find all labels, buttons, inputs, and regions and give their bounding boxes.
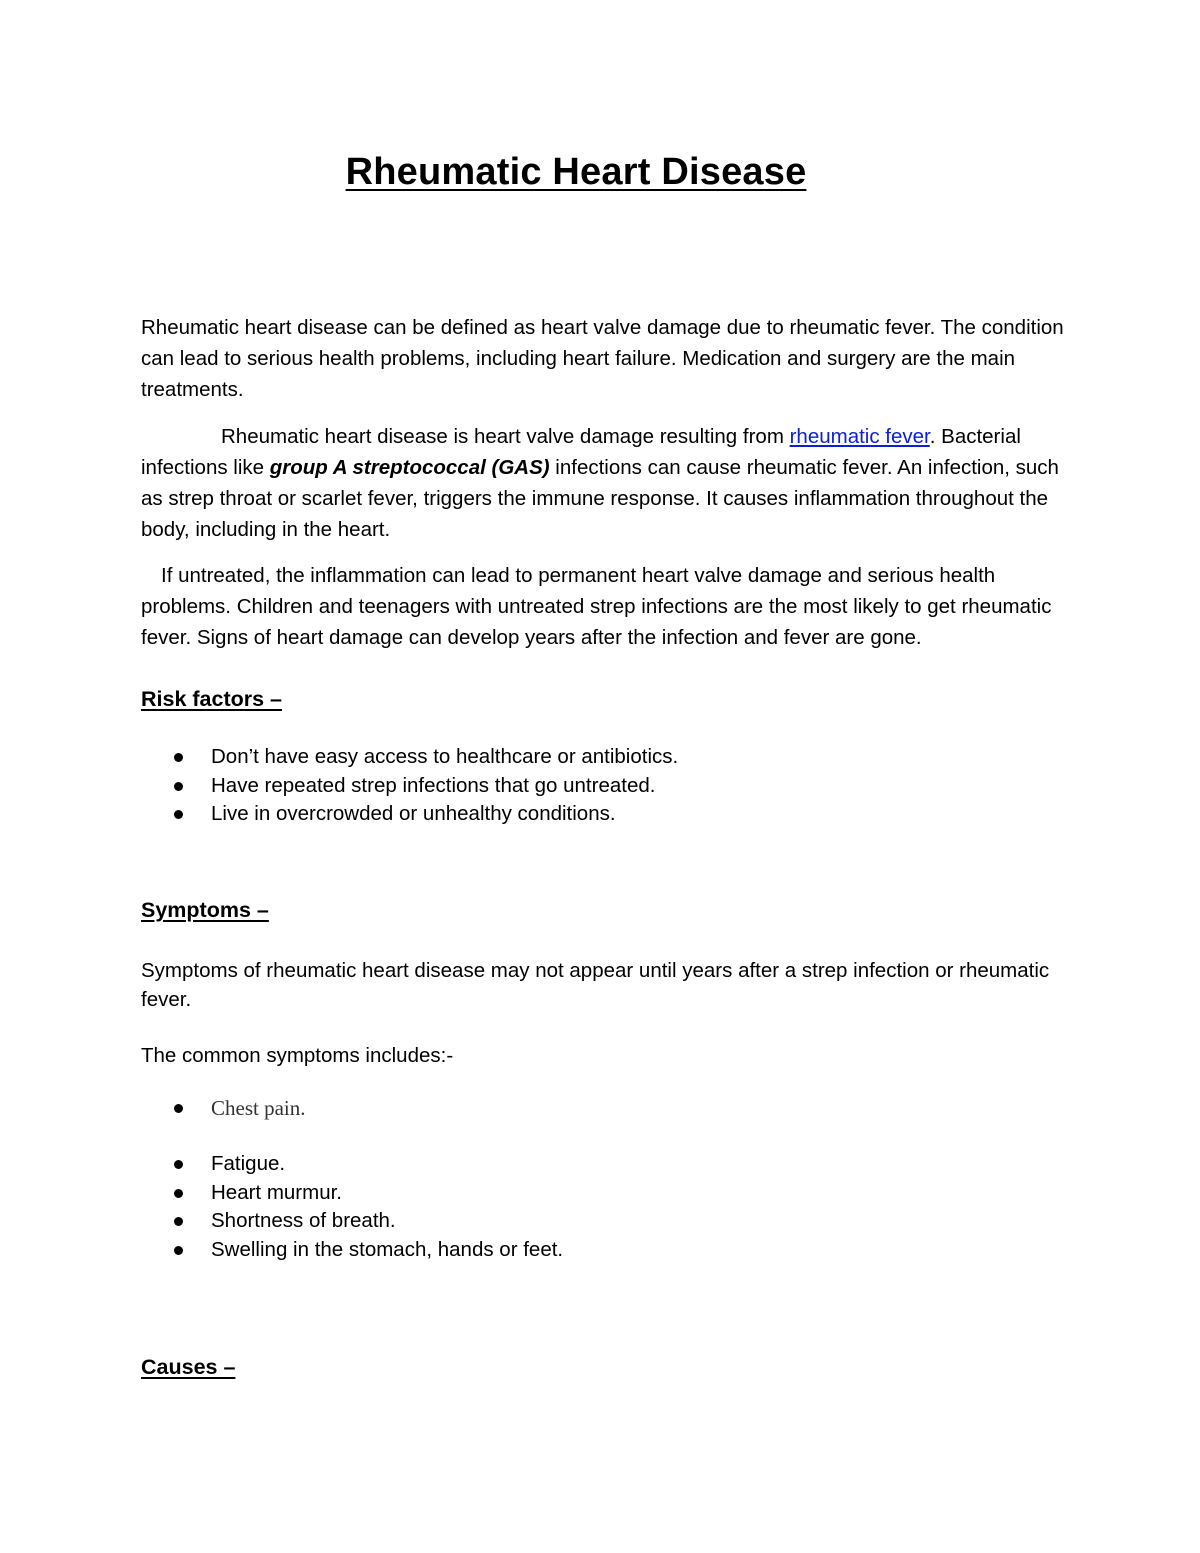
- list-item-text: Shortness of breath.: [211, 1209, 396, 1232]
- list-item-text: Fatigue.: [211, 1152, 286, 1175]
- page-title: Rheumatic Heart Disease: [345, 151, 807, 193]
- list-item-text: Heart murmur.: [211, 1180, 342, 1204]
- symptoms-lead: The common symptoms includes:-: [141, 1044, 454, 1067]
- list-item: [141, 1179, 1071, 1208]
- list-item: [141, 1150, 1071, 1179]
- list-item: [141, 800, 1071, 829]
- cause-paragraph: [141, 421, 1071, 545]
- intro-paragraph: Rheumatic heart disease can be defined as heart valve damage due to rheumatic fever. The condition can lead to serious health problems, including heart failure. Medication and surgery are the main treatments.: [141, 316, 1064, 401]
- cause-text-middle: . Bacterial infections like: [141, 425, 1021, 479]
- symptoms-heading: Symptoms –: [141, 898, 269, 922]
- bullet-icon: [174, 1246, 183, 1255]
- rheumatic-fever-link[interactable]: rheumatic fever: [789, 425, 930, 448]
- symptoms-list: [141, 1150, 1071, 1264]
- list-item: [141, 1236, 1071, 1265]
- causes-heading: Causes –: [141, 1355, 236, 1379]
- bullet-icon: [174, 1189, 183, 1198]
- bullet-icon: [174, 782, 183, 791]
- bullet-icon: [174, 1104, 183, 1113]
- bullet-icon: [174, 1217, 183, 1226]
- bullet-icon: [174, 753, 183, 762]
- risk-factors-list: [141, 743, 1071, 829]
- list-item: [141, 1207, 1071, 1236]
- cause-text-start: Rheumatic heart disease is heart valve damage resulting from: [221, 425, 790, 448]
- risk-factors-heading: Risk factors –: [141, 687, 283, 711]
- list-item-text: Don’t have easy access to healthcare or antibiotics.: [211, 745, 679, 768]
- untreated-paragraph: If untreated, the inflammation can lead to permanent heart valve damage and serious health problems. Children and teenagers with untreated strep infections are the most likely to get rheumatic fever. Signs of heart damage can develop years after the infection and fever are gone.: [141, 564, 1052, 649]
- list-item-text: Have repeated strep infections that go untreated.: [211, 773, 656, 797]
- list-item: [141, 743, 1071, 772]
- gas-emphasis: group A streptococcal (GAS): [269, 456, 550, 479]
- symptoms-first-list: [141, 1094, 1071, 1124]
- symptoms-intro: Symptoms of rheumatic heart disease may not appear until years after a strep infection or rheumatic fever.: [141, 959, 1050, 1011]
- list-item: [141, 1094, 1071, 1124]
- bullet-icon: [174, 1160, 183, 1169]
- list-item-text: Live in overcrowded or unhealthy conditions.: [211, 802, 616, 825]
- cause-text-end: infections can cause rheumatic fever. An infection, such as strep throat or scarlet fever, triggers the immune response. It causes inflammation throughout the body, including in the heart.: [141, 456, 1059, 541]
- list-item-text: Swelling in the stomach, hands or feet.: [211, 1237, 564, 1261]
- list-item: [141, 772, 1071, 801]
- list-item-text: Chest pain.: [211, 1096, 306, 1120]
- bullet-icon: [174, 810, 183, 819]
